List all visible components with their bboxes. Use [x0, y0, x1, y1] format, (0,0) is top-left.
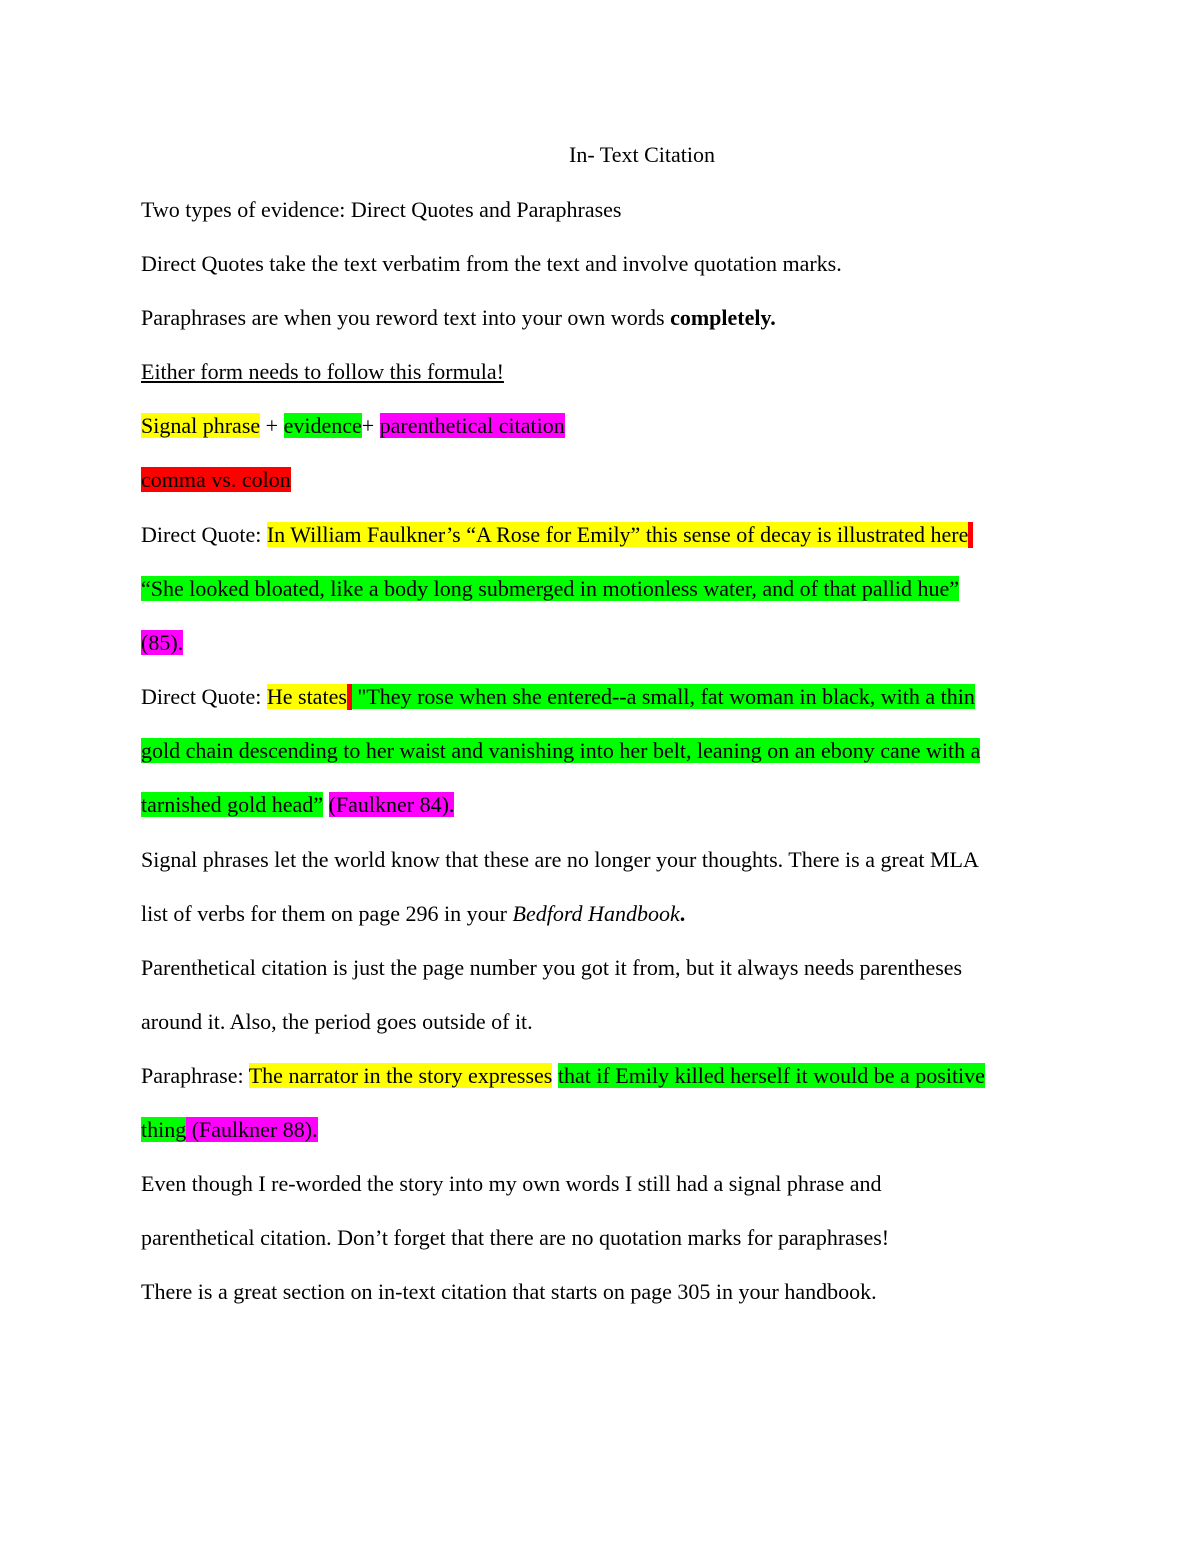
paraphrase-signal-phrase: The narrator in the story expresses — [248, 1063, 553, 1088]
formula-parenthetical-citation: parenthetical citation — [379, 413, 565, 438]
signal-note-line2-text: list of verbs for them on page 296 in your — [141, 901, 513, 926]
example1-line1 — [141, 520, 973, 550]
signal-note-line1: Signal phrases let the world know that these are no longer your thoughts. There is a great MLA — [141, 847, 979, 872]
example1-label: Direct Quote: — [141, 522, 267, 547]
paraphrase-citation: (Faulkner 88). — [186, 1117, 318, 1142]
example2-line1 — [141, 682, 975, 712]
formula-line — [141, 411, 565, 441]
paraphrase-definition-bold: completely. — [670, 305, 776, 330]
reworded-note-line1: Even though I re-worded the story into my own words I still had a signal phrase and — [141, 1171, 882, 1196]
paraphrase-definition-text: Paraphrases are when you reword text into your own words — [141, 305, 671, 330]
paraphrase-evidence-part2: thing — [141, 1117, 187, 1142]
evidence-types-line: Two types of evidence: Direct Quotes and Paraphrases — [141, 197, 622, 222]
paraphrase-example-line2 — [141, 1115, 318, 1145]
example2-line2 — [141, 736, 980, 766]
comma-marker — [968, 522, 973, 548]
example2-signal-phrase: He states — [266, 684, 347, 709]
formula-signal-phrase: Signal phrase — [141, 413, 261, 438]
formula-evidence: evidence — [283, 413, 362, 438]
example1-signal-phrase: In William Faulkner’s “A Rose for Emily” this sense of decay is illustrated here — [266, 522, 969, 547]
direct-quote-definition: Direct Quotes take the text verbatim from the text and involve quotation marks. — [141, 251, 842, 276]
bedford-handbook-title: Bedford Handbook — [512, 901, 680, 926]
handbook-note: There is a great section on in-text citation that starts on page 305 in your handbook. — [141, 1279, 877, 1304]
example2-label: Direct Quote: — [141, 684, 267, 709]
example1-citation: (85). — [141, 630, 184, 655]
example2-quote-part2: gold chain descending to her waist and vanishing into her belt, leaning on an ebony cane with a — [141, 738, 981, 763]
citation-note-line1: Parenthetical citation is just the page number you got it from, but it always needs parentheses — [141, 955, 963, 980]
comma-colon-line — [141, 465, 291, 495]
example2-citation: (Faulkner 84). — [328, 792, 455, 817]
formula-plus-1: + — [260, 413, 284, 438]
example2-line3 — [141, 790, 454, 820]
signal-note-period: . — [679, 901, 686, 926]
formula-plus-2: + — [361, 413, 380, 438]
example1-line2 — [141, 574, 959, 604]
example2-quote-part1: "They rose when she entered--a small, fat woman in black, with a thin — [351, 684, 975, 709]
signal-note-line2 — [141, 899, 685, 929]
paraphrase-example-line1 — [141, 1061, 985, 1091]
paraphrase-definition — [141, 303, 776, 333]
paraphrase-evidence-part1: that if Emily killed herself it would be a positive — [557, 1063, 985, 1088]
example1-quote: “She looked bloated, like a body long submerged in motionless water, and of that pallid hue” — [141, 576, 960, 601]
paraphrase-label: Paraphrase: — [141, 1063, 249, 1088]
reworded-note-line2: parenthetical citation. Don’t forget that there are no quotation marks for paraphrases! — [141, 1225, 890, 1250]
example1-line3 — [141, 628, 183, 658]
example2-quote-part3: tarnished gold head” — [141, 792, 324, 817]
formula-heading: Either form needs to follow this formula! — [141, 359, 504, 384]
citation-note-line2: around it. Also, the period goes outside of it. — [141, 1009, 533, 1034]
comma-colon-highlight: comma vs. colon — [141, 467, 291, 492]
page-title: In- Text Citation — [569, 142, 715, 167]
